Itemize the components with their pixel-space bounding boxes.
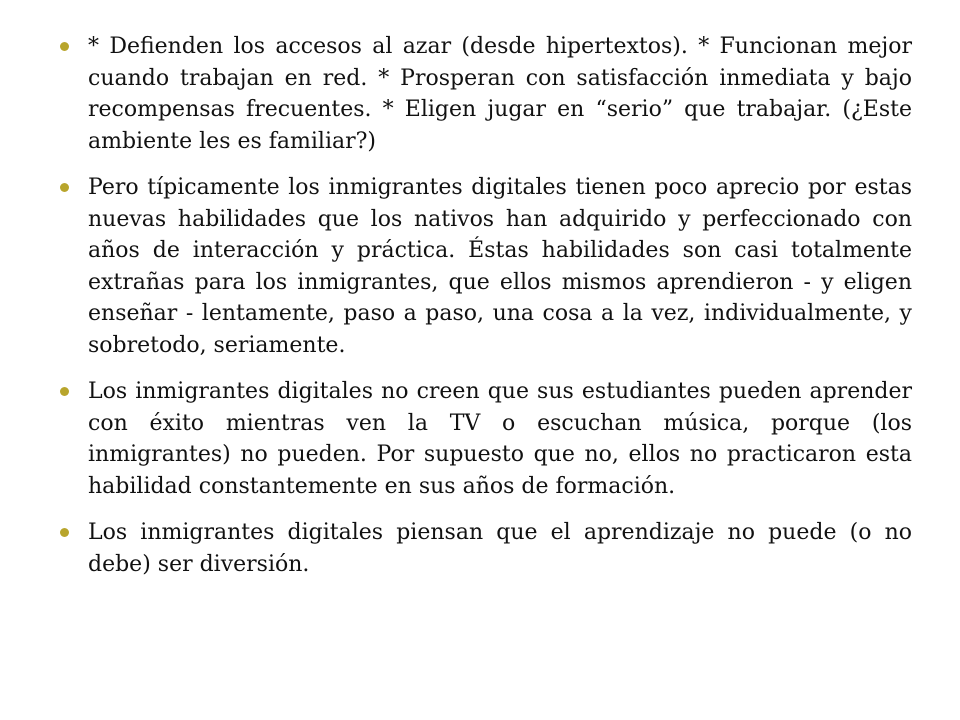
bullet-item <box>60 172 912 361</box>
bullet-text: Los inmigrantes digitales piensan que el aprendizaje no puede (o no debe) ser diversión. <box>88 520 912 577</box>
bullet-dot-icon <box>60 183 69 192</box>
bullet-item <box>60 31 912 157</box>
bullet-list <box>60 31 912 595</box>
bullet-dot-icon <box>60 387 69 396</box>
bullet-item <box>60 517 912 580</box>
bullet-dot-icon <box>60 528 69 537</box>
bullet-text: Pero típicamente los inmigrantes digitales tienen poco aprecio por estas nuevas habilidades que los nativos han adquirido y perfeccionado con años de interacción y práctica. Éstas habilidades son casi totalmente extrañas para los inmigrantes, que ellos mismos aprendieron - y eligen enseñar - lentamente, paso a paso, una cosa a la vez, individualmente, y sobretodo, seriamente. <box>88 175 912 358</box>
bullet-item <box>60 376 912 502</box>
bullet-text: * Defienden los accesos al azar (desde hipertextos). * Funcionan mejor cuando trabajan en red. * Prosperan con satisfacción inmediata y bajo recompensas frecuentes. * Eligen jugar en “serio” que trabajar. (¿Este ambiente les es familiar?) <box>88 34 912 154</box>
bullet-dot-icon <box>60 42 69 51</box>
bullet-text: Los inmigrantes digitales no creen que sus estudiantes pueden aprender con éxito mientras ven la TV o escuchan música, porque (los inmigrantes) no pueden. Por supuesto que no, ellos no practicaron esta habilidad constantemente en sus años de formación. <box>88 379 912 499</box>
